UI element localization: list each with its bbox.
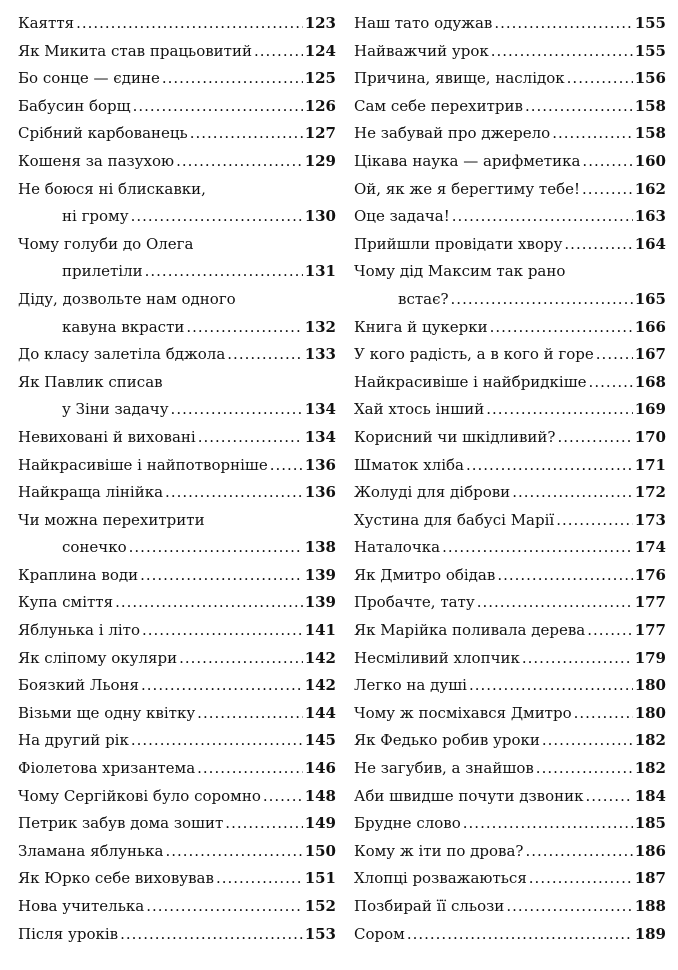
toc-entry-title: встає? <box>398 289 449 308</box>
toc-entry-page-number: 124 <box>304 41 336 60</box>
toc-entry-title: Як сліпому окуляри <box>18 648 178 667</box>
toc-entry-title: Корисний чи шкідливий? <box>354 427 556 446</box>
toc-entry-page-number: 158 <box>634 124 666 143</box>
toc-entry-leader <box>486 396 632 424</box>
toc-entry-title: Брудне слово <box>354 814 461 833</box>
toc-entry-leader <box>407 921 633 949</box>
toc-entry-page-number: 127 <box>304 124 336 143</box>
toc-entry-page-number: 141 <box>304 621 336 640</box>
toc-entry-leader <box>506 893 632 921</box>
toc-entry-page-number: 169 <box>634 400 666 419</box>
toc-entry-page-number: 144 <box>304 703 336 722</box>
toc-entry <box>354 921 666 949</box>
toc-entry <box>354 10 666 38</box>
toc-entry-leader <box>227 341 302 369</box>
toc-entry-leader <box>469 672 633 700</box>
toc-entry <box>354 424 666 452</box>
toc-entry-leader <box>270 452 303 480</box>
toc-entry <box>354 700 666 728</box>
toc-entry-leader <box>589 369 633 397</box>
toc-entry <box>354 369 666 397</box>
toc-entry <box>18 258 336 286</box>
toc-entry <box>18 672 336 700</box>
toc-entry <box>354 645 666 673</box>
toc-entry-leader <box>179 645 303 673</box>
toc-entry <box>18 314 336 342</box>
toc-entry-page-number: 155 <box>634 41 666 60</box>
toc-entry-page-number: 139 <box>304 593 336 612</box>
toc-entry-title: Пробачте, тату <box>354 593 475 612</box>
toc-entry-page-number: 167 <box>634 345 666 364</box>
toc-entry-page-number: 174 <box>634 538 666 557</box>
toc-entry-title: Ой, як же я берегтиму тебе! <box>354 179 581 198</box>
toc-entry-page-number: 168 <box>634 372 666 391</box>
toc-entry-title: Як Федько робив уроки <box>354 731 540 750</box>
toc-entry-page-number: 125 <box>304 69 336 88</box>
toc-entry-leader <box>491 38 633 66</box>
toc-entry-page-number: 134 <box>304 400 336 419</box>
toc-entry-title: у Зіни задачу <box>62 400 169 419</box>
toc-entry <box>354 176 666 204</box>
toc-entry-title: Каяття <box>18 14 75 32</box>
toc-entry-leader <box>451 286 633 314</box>
toc-entry-page-number: 176 <box>634 565 666 584</box>
toc-entry-leader <box>466 452 633 480</box>
toc-entry <box>354 507 666 535</box>
toc-entry <box>18 369 336 397</box>
toc-entry <box>354 341 666 369</box>
toc-entry-title: Сам себе перехитрив <box>354 96 523 115</box>
toc-entry-title: Хай хтось інший <box>354 400 485 419</box>
toc-entry-title: Аби швидше почути дзвоник <box>354 786 584 805</box>
toc-entry-page-number: 146 <box>304 759 336 778</box>
toc-entry-leader <box>542 727 633 755</box>
toc-entry-title: Бабусин борщ <box>18 96 131 115</box>
toc-entry <box>354 452 666 480</box>
toc-entry-title: На другий рік <box>18 731 129 750</box>
toc-entry-leader <box>552 120 632 148</box>
toc-entry <box>354 838 666 866</box>
toc-entry-title: Зламана яблунька <box>18 841 164 860</box>
toc-entry-title: Жолуді для діброви <box>354 483 511 502</box>
toc-entry-page-number: 171 <box>634 455 666 474</box>
toc-entry-page-number: 160 <box>634 151 666 170</box>
toc-entry <box>18 700 336 728</box>
toc-entry-page-number: 155 <box>634 14 666 32</box>
toc-entry-page-number: 170 <box>634 427 666 446</box>
toc-entry-title: Найкраща лінійка <box>18 483 164 502</box>
toc-entry-page-number: 131 <box>304 262 336 281</box>
toc-entry-title: Позбирай її сльози <box>354 897 505 915</box>
toc-entry-page-number: 166 <box>634 317 666 336</box>
toc-entry-leader <box>165 838 302 866</box>
toc-entry-leader <box>585 783 632 811</box>
toc-entry-leader <box>225 810 302 838</box>
toc-entry-leader <box>522 645 633 673</box>
toc-entry <box>18 727 336 755</box>
toc-entry-title: Бо сонце — єдине <box>18 69 160 88</box>
toc-entry-leader <box>162 65 303 93</box>
toc-entry <box>354 258 666 286</box>
toc-entry <box>18 341 336 369</box>
toc-entry-title: Як Дмитро обідав <box>354 565 496 584</box>
toc-entry-leader <box>564 231 632 259</box>
toc-entry-title: Прийшли провідати хвору <box>354 234 563 253</box>
toc-entry-page-number: 185 <box>634 814 666 833</box>
toc-entry <box>354 314 666 342</box>
toc-entry <box>18 479 336 507</box>
toc-entry-leader <box>536 755 633 783</box>
toc-entry <box>18 148 336 176</box>
toc-entry-leader <box>165 479 303 507</box>
toc-entry <box>18 921 336 949</box>
toc-entry <box>18 396 336 424</box>
toc-entry-title: Кому ж іти по дрова? <box>354 841 524 860</box>
toc-entry <box>18 120 336 148</box>
toc-entry-leader <box>525 93 633 121</box>
toc-entry-title: У кого радість, а в кого й горе <box>354 345 594 364</box>
toc-entry-title: Срібний карбованець <box>18 124 188 143</box>
toc-entry-page-number: 164 <box>634 234 666 253</box>
toc-entry-page-number: 151 <box>304 869 336 888</box>
toc-entry <box>354 727 666 755</box>
toc-entry-title: сонечко <box>62 538 127 557</box>
toc-entry-leader <box>176 148 303 176</box>
toc-entry-leader <box>146 893 302 921</box>
toc-entry-page-number: 145 <box>304 731 336 750</box>
toc-entry-title: Яблунька і літо <box>18 621 140 640</box>
toc-entry <box>18 452 336 480</box>
toc-entry-title: Найкрасивіше і найпотворніше <box>18 455 268 474</box>
toc-entry-leader <box>574 700 633 728</box>
toc-entry <box>18 286 336 314</box>
toc-entry-title: Наш тато одужав <box>354 14 493 32</box>
toc-entry-page-number: 165 <box>634 289 666 308</box>
toc-entry-page-number: 177 <box>634 593 666 612</box>
toc-entry-page-number: 138 <box>304 538 336 557</box>
toc-entry-leader <box>497 562 632 590</box>
toc-entry <box>354 396 666 424</box>
toc-entry <box>354 672 666 700</box>
toc-entry-leader <box>494 10 632 38</box>
toc-entry <box>18 893 336 921</box>
toc-entry-title: Не боюся ні блискавки, <box>18 179 206 198</box>
toc-entry <box>354 810 666 838</box>
toc-entry-title: кавуна вкрасти <box>62 317 185 336</box>
toc-entry-title: Легко на душі <box>354 676 467 695</box>
toc-entry-leader <box>557 424 632 452</box>
toc-entry <box>18 838 336 866</box>
toc-entry-title: Чому дід Максим так рано <box>354 262 566 281</box>
toc-entry <box>354 286 666 314</box>
toc-entry-page-number: 150 <box>304 841 336 860</box>
toc-entry <box>354 148 666 176</box>
toc-entry <box>18 617 336 645</box>
toc-entry-leader <box>556 507 632 535</box>
toc-entry <box>354 231 666 259</box>
toc-entry-title: Хустина для бабусі Марії <box>354 510 555 529</box>
toc-entry-title: Фіолетова хризантема <box>18 759 196 778</box>
toc-entry <box>354 534 666 562</box>
toc-entry-leader <box>263 783 303 811</box>
toc-entry-page-number: 129 <box>304 151 336 170</box>
toc-entry-leader <box>216 865 303 893</box>
toc-entry-leader <box>582 148 632 176</box>
toc-entry-leader <box>186 314 302 342</box>
toc-entry-page-number: 163 <box>634 207 666 226</box>
toc-entry-leader <box>512 479 633 507</box>
toc-entry <box>18 65 336 93</box>
toc-entry-leader <box>477 589 633 617</box>
toc-entry-leader <box>142 617 303 645</box>
toc-entry-leader <box>582 176 633 204</box>
toc-entry-leader <box>254 38 303 66</box>
toc-entry-title: Несміливий хлопчик <box>354 648 520 667</box>
toc-entry-page-number: 142 <box>304 676 336 695</box>
toc-entry <box>18 176 336 204</box>
toc-entry-page-number: 177 <box>634 621 666 640</box>
toc-entry-leader <box>596 341 633 369</box>
toc-entry-title: Хлопці розважаються <box>354 869 527 888</box>
toc-entry-title: Як Юрко себе виховував <box>18 869 214 888</box>
toc-entry-leader <box>76 10 303 38</box>
toc-entry-page-number: 184 <box>634 786 666 805</box>
toc-entry <box>354 562 666 590</box>
toc-entry-page-number: 189 <box>634 924 666 943</box>
toc-entry <box>18 93 336 121</box>
toc-entry <box>18 645 336 673</box>
toc-entry-title: прилетіли <box>62 262 143 281</box>
toc-left-column <box>18 10 336 948</box>
toc-entry-page-number: 132 <box>304 317 336 336</box>
toc-entry-page-number: 136 <box>304 455 336 474</box>
toc-entry-page-number: 180 <box>634 676 666 695</box>
toc-entry-title: Найкрасивіше і найбридкіше <box>354 372 587 391</box>
toc-entry-title: Не забувай про джерело <box>354 124 551 143</box>
toc-entry-title: Краплина води <box>18 565 139 584</box>
toc-entry <box>18 10 336 38</box>
toc-entry <box>18 810 336 838</box>
toc-entry <box>18 783 336 811</box>
toc-entry-leader <box>442 534 633 562</box>
toc-entry-page-number: 142 <box>304 648 336 667</box>
toc-entry <box>18 231 336 259</box>
toc-entry-leader <box>131 727 303 755</box>
toc-entry-leader <box>190 120 303 148</box>
toc-entry-title: Чому Сергійкові було соромно <box>18 786 261 805</box>
toc-entry-title: Як Павлик списав <box>18 372 163 391</box>
toc-entry-leader <box>197 700 303 728</box>
toc-entry <box>354 120 666 148</box>
toc-entry <box>18 424 336 452</box>
toc-entry <box>18 865 336 893</box>
toc-entry-title: Чому ж посміхався Дмитро <box>354 703 572 722</box>
toc-entry-title: Після уроків <box>18 924 119 943</box>
toc-entry <box>18 562 336 590</box>
toc-entry-title: Петрик забув дома зошит <box>18 814 224 833</box>
toc-entry <box>354 38 666 66</box>
toc-entry-title: До класу залетіла бджола <box>18 345 226 364</box>
toc-entry-leader <box>567 65 633 93</box>
toc-entry-title: Оце задача! <box>354 207 450 226</box>
toc-entry-title: Невиховані й виховані <box>18 427 196 446</box>
toc-entry-page-number: 134 <box>304 427 336 446</box>
toc-entry-leader <box>198 424 303 452</box>
toc-entry-leader <box>463 810 633 838</box>
toc-entry-leader <box>587 617 632 645</box>
toc-entry-leader <box>131 203 303 231</box>
toc-entry-page-number: 162 <box>634 179 666 198</box>
toc-entry-leader <box>490 314 633 342</box>
toc-entry-title: Як Микита став працьовитий <box>18 41 252 60</box>
toc-entry <box>354 617 666 645</box>
toc-entry-page-number: 149 <box>304 814 336 833</box>
toc-entry-title: Шматок хліба <box>354 455 464 474</box>
toc-entry <box>18 203 336 231</box>
toc-entry-title: ні грому <box>62 207 129 226</box>
toc-entry-leader <box>145 258 303 286</box>
toc-entry-page-number: 180 <box>634 703 666 722</box>
toc-entry-leader <box>129 534 303 562</box>
toc-entry-leader <box>140 562 303 590</box>
toc-entry-title: Чи можна перехитрити <box>18 510 205 529</box>
toc-entry-page-number: 158 <box>634 96 666 115</box>
toc-entry-title: Чому голуби до Олега <box>18 234 194 253</box>
toc-entry <box>354 755 666 783</box>
toc-entry <box>354 93 666 121</box>
toc-entry <box>354 65 666 93</box>
toc-entry <box>18 755 336 783</box>
toc-entry-page-number: 153 <box>304 924 336 943</box>
toc-entry <box>18 38 336 66</box>
toc-entry-title: Книга й цукерки <box>354 317 488 336</box>
toc-entry-leader <box>529 865 633 893</box>
toc-entry <box>18 589 336 617</box>
toc-entry-leader <box>115 589 303 617</box>
toc-entry-page-number: 133 <box>304 345 336 364</box>
toc-entry-title: Сором <box>354 924 405 943</box>
toc-entry-page-number: 156 <box>634 69 666 88</box>
toc-entry-title: Найважчий урок <box>354 41 489 60</box>
toc-entry-page-number: 182 <box>634 731 666 750</box>
toc-entry <box>354 479 666 507</box>
toc-entry-leader <box>171 396 303 424</box>
toc-entry <box>354 865 666 893</box>
toc-entry-title: Наталочка <box>354 538 441 557</box>
toc-entry-title: Боязкий Льоня <box>18 676 140 695</box>
toc-entry-page-number: 172 <box>634 483 666 502</box>
toc-entry <box>18 507 336 535</box>
toc-entry-page-number: 139 <box>304 565 336 584</box>
toc-right-column <box>354 10 666 948</box>
toc-entry-title: Цікава наука — арифметика <box>354 151 581 170</box>
toc-entry-leader <box>197 755 303 783</box>
toc-entry <box>354 589 666 617</box>
toc-entry <box>354 783 666 811</box>
toc-entry-page-number: 188 <box>634 897 666 915</box>
toc-entry-leader <box>452 203 633 231</box>
toc-entry-title: Причина, явище, наслідок <box>354 69 565 88</box>
toc-entry <box>354 893 666 921</box>
toc-entry-page-number: 126 <box>304 96 336 115</box>
toc-entry-leader <box>141 672 303 700</box>
toc-entry-page-number: 148 <box>304 786 336 805</box>
toc-entry-leader <box>525 838 632 866</box>
toc-entry-leader <box>120 921 303 949</box>
toc-entry-title: Купа сміття <box>18 593 114 612</box>
toc-entry-page-number: 182 <box>634 759 666 778</box>
toc-entry-page-number: 186 <box>634 841 666 860</box>
toc-entry-page-number: 130 <box>304 207 336 226</box>
toc-entry-page-number: 152 <box>304 897 336 915</box>
toc-entry <box>354 203 666 231</box>
toc-entry-title: Кошеня за пазухою <box>18 151 175 170</box>
toc-entry-title: Діду, дозвольте нам одного <box>18 289 236 308</box>
toc-entry-page-number: 187 <box>634 869 666 888</box>
toc-entry-title: Не загубив, а знайшов <box>354 759 534 778</box>
toc-entry-page-number: 173 <box>634 510 666 529</box>
toc-entry-page-number: 123 <box>304 14 336 32</box>
toc-entry-page-number: 179 <box>634 648 666 667</box>
toc-entry-title: Візьми ще одну квітку <box>18 703 196 722</box>
toc-entry-page-number: 136 <box>304 483 336 502</box>
toc-entry-leader <box>133 93 303 121</box>
toc-entry-title: Нова учителька <box>18 897 145 915</box>
toc-entry <box>18 534 336 562</box>
toc-entry-title: Як Марійка поливала дерева <box>354 621 586 640</box>
